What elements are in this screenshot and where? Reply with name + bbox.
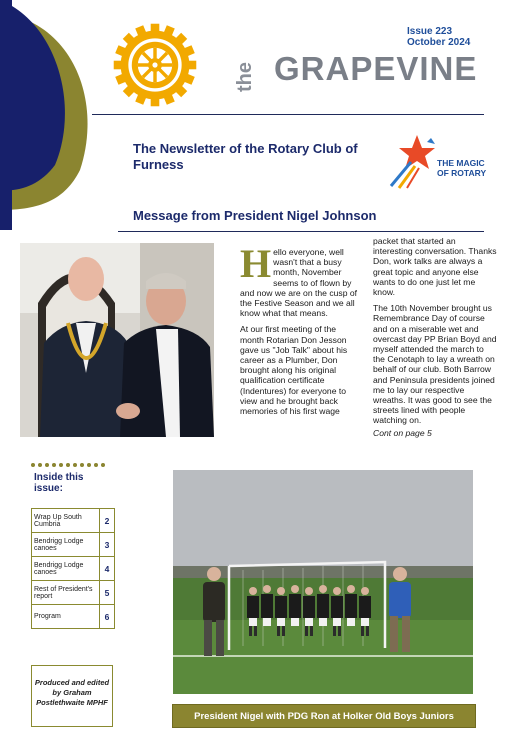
inside-issue-title: Inside this issue: <box>34 472 84 494</box>
newsletter-title: The Newsletter of the Rotary Club of Furness <box>133 141 358 172</box>
continued-note: Cont on page 5 <box>373 427 432 438</box>
magic-badge-text: THE MAGIC OF ROTARY <box>437 158 487 178</box>
contents-row[interactable] <box>32 605 115 629</box>
produced-by-box: Produced and edited by Graham Postlethwaite MPHF <box>31 665 113 727</box>
article-column-2 <box>373 236 497 444</box>
contents-label: Bendrigg Lodge canoes <box>32 557 100 581</box>
message-title: Message from President Nigel Johnson <box>133 208 377 223</box>
rotary-logo <box>112 22 198 108</box>
contents-table <box>31 508 115 629</box>
president-handshake-photo <box>20 243 214 437</box>
contents-page: 4 <box>100 557 115 581</box>
masthead-swoosh-decoration <box>0 0 110 230</box>
message-divider <box>118 231 484 232</box>
masthead-divider <box>92 114 484 115</box>
contents-label: Bendrigg Lodge canoes <box>32 533 100 557</box>
contents-label: Program <box>32 605 100 629</box>
contents-page: 5 <box>100 581 115 605</box>
contents-page: 6 <box>100 605 115 629</box>
article-paragraph-4: The 10th November brought us Remembrance Day of course and on a miserable wet and overcast day PP Brian Boyd and myself attended the march to the Cenotaph to lay a wreath on behalf of our club. Both Barrow and Peninsula presidents joined me to lay our respective wreaths. It was good to see the streets lined with people watching on. <box>373 303 497 426</box>
football-team-photo <box>173 470 473 694</box>
contents-row[interactable] <box>32 509 115 533</box>
contents-label: Wrap Up South Cumbria <box>32 509 100 533</box>
magic-of-rotary-badge <box>387 130 497 190</box>
contents-row[interactable] <box>32 533 115 557</box>
article-paragraph-2: At our first meeting of the month Rotarian Don Jesson gave us "Job Talk" about his career as a Plumber, Don brought along his original qualification certificate (Indentures) for everyone to view and he brought back memories of his first wage <box>240 324 348 417</box>
contents-page: 2 <box>100 509 115 533</box>
article-paragraph-1-text: ello everyone, well wasn't that a busy month, November seems to of flown by and now we are on the cusp of the Festive Season and we all know what that means. <box>240 247 358 319</box>
article-dropcap: H <box>240 241 272 286</box>
contents-row[interactable] <box>32 557 115 581</box>
article-paragraph-3: packet that started an interesting conversation. Thanks Don, work talks are always a great topic and anyone else wants to do one just let me know. <box>373 236 497 298</box>
masthead-the: the <box>234 62 256 92</box>
contents-page: 3 <box>100 533 115 557</box>
article-column-1 <box>240 241 358 422</box>
contents-row[interactable] <box>32 581 115 605</box>
masthead-title: GRAPEVINE <box>274 50 478 87</box>
contents-label: Rest of President's report <box>32 581 100 605</box>
dotted-divider <box>30 462 110 468</box>
issue-date: October 2024 <box>407 37 471 48</box>
issue-number: Issue 223 <box>407 26 453 37</box>
photo-caption: President Nigel with PDG Ron at Holker Old Boys Juniors <box>172 704 476 728</box>
article-paragraph-1 <box>240 241 358 319</box>
